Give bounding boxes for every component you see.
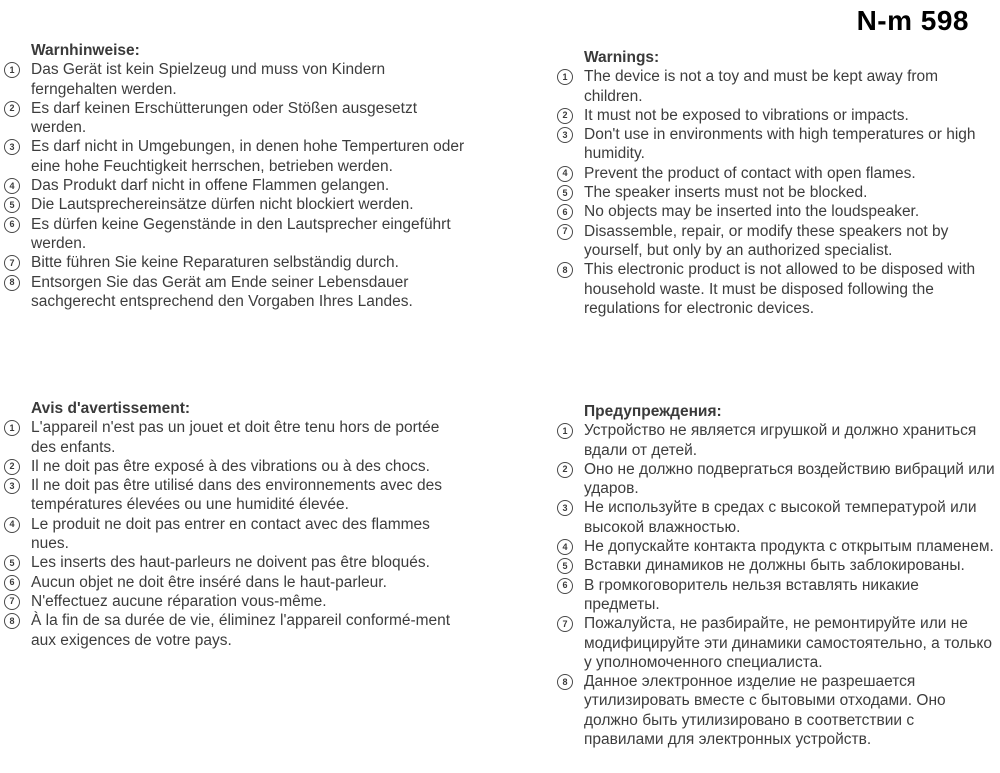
item-number-badge: 1 <box>4 420 20 436</box>
warning-item <box>4 253 470 272</box>
warning-list-german <box>4 60 470 311</box>
warning-item <box>4 273 470 312</box>
section-title-german: Warnhinweise: <box>31 42 140 59</box>
item-number-badge: 1 <box>557 69 573 85</box>
item-number-badge: 3 <box>557 127 573 143</box>
warning-item <box>4 515 460 554</box>
item-text: Les inserts des haut-parleurs ne doivent pas être bloqués. <box>31 554 430 572</box>
warning-item <box>4 611 460 650</box>
item-number-badge: 5 <box>4 555 20 571</box>
item-number-badge: 3 <box>557 500 573 516</box>
warning-item <box>557 164 991 183</box>
warning-item <box>4 418 460 457</box>
item-number-badge: 8 <box>4 275 20 291</box>
item-number-badge: 8 <box>557 674 573 690</box>
item-number-badge: 2 <box>557 462 573 478</box>
warning-section-french <box>4 399 460 650</box>
warning-item <box>4 176 470 195</box>
item-text: This electronic product is not allowed to be disposed with household waste. It must be disposed following the regulations for electronic devices. <box>584 261 976 317</box>
warning-item <box>557 67 991 106</box>
item-text: N'effectuez aucune réparation vous-même. <box>31 592 327 610</box>
item-text: Don't use in environments with high temperatures or high humidity. <box>584 126 976 163</box>
item-number-badge: 7 <box>4 594 20 610</box>
item-number-badge: 6 <box>557 204 573 220</box>
item-text: Устройство не является игрушкой и должно храниться вдали от детей. <box>584 422 977 459</box>
item-number-badge: 4 <box>557 539 573 555</box>
item-text: Das Gerät ist kein Spielzeug und muss von Kindern ferngehalten werden. <box>31 61 386 98</box>
item-text: Le produit ne doit pas entrer en contact avec des flammes nues. <box>31 515 430 553</box>
item-number-badge: 1 <box>4 62 20 78</box>
item-number-badge: 8 <box>4 613 20 629</box>
item-text: Entsorgen Sie das Gerät am Ende seiner Lebensdauer sachgerecht entsprechend den Vorgaben Ihres Landes. <box>31 273 413 310</box>
warning-item <box>557 460 995 499</box>
warning-item <box>4 60 470 99</box>
item-number-badge: 6 <box>4 575 20 591</box>
warning-list-russian <box>557 421 995 749</box>
warning-item <box>4 137 470 176</box>
item-number-badge: 4 <box>557 166 573 182</box>
warning-item <box>4 553 460 572</box>
item-text: À la fin de sa durée de vie, éliminez l'appareil conformé-ment aux exigences de votre pays. <box>31 612 451 649</box>
item-text: Aucun objet ne doit être inséré dans le haut-parleur. <box>31 573 387 591</box>
warning-item <box>557 183 991 202</box>
item-text: Il ne doit pas être exposé à des vibrations ou à des chocs. <box>31 457 430 475</box>
item-number-badge: 1 <box>557 423 573 439</box>
item-number-badge: 8 <box>557 262 573 278</box>
section-title-french: Avis d'avertissement: <box>31 400 191 417</box>
item-text: Не используйте в средах с высокой температурой или высокой влажностью. <box>584 499 977 536</box>
item-number-badge: 2 <box>4 101 20 117</box>
item-number-badge: 7 <box>557 616 573 632</box>
item-number-badge: 6 <box>4 217 20 233</box>
warning-item <box>4 592 460 611</box>
warning-item <box>557 672 995 749</box>
section-title-russian: Предупреждения: <box>584 403 722 420</box>
item-number-badge: 5 <box>4 197 20 213</box>
warning-item <box>557 498 995 537</box>
warning-section-german <box>4 41 470 311</box>
warning-section-english <box>557 48 991 318</box>
item-number-badge: 7 <box>4 255 20 271</box>
item-text: L'appareil n'est pas un jouet et doit être tenu hors de portée des enfants. <box>31 419 440 456</box>
item-text: Prevent the product of contact with open flames. <box>584 164 916 182</box>
item-number-badge: 5 <box>557 558 573 574</box>
item-text: Die Lautsprechereinsätze dürfen nicht blockiert werden. <box>31 196 414 214</box>
item-text: No objects may be inserted into the loudspeaker. <box>584 203 920 221</box>
item-number-badge: 4 <box>4 517 20 533</box>
item-text: It must not be exposed to vibrations or impacts. <box>584 106 909 124</box>
section-title-english: Warnings: <box>584 49 660 66</box>
warning-item <box>4 457 460 476</box>
item-text: Bitte führen Sie keine Reparaturen selbständig durch. <box>31 254 399 272</box>
item-text: В громкоговоритель нельзя вставлять никакие предметы. <box>584 576 919 613</box>
item-number-badge: 2 <box>557 108 573 124</box>
warning-item <box>4 476 460 515</box>
warning-item <box>557 537 995 556</box>
item-number-badge: 6 <box>557 578 573 594</box>
warning-item <box>557 222 991 261</box>
warning-item <box>4 573 460 592</box>
item-text: Es darf nicht in Umgebungen, in denen hohe Temperturen oder eine hohe Feuchtigkeit herrschen, betrieben werden. <box>31 138 465 175</box>
warning-list-english <box>557 67 991 318</box>
item-text: Es darf keinen Erschütterungen oder Stößen ausgesetzt werden. <box>31 99 418 137</box>
item-text: Не допускайте контакта продукта с открытым пламенем. <box>584 538 994 556</box>
warning-item <box>557 202 991 221</box>
model-number: N-m 598 <box>856 5 969 36</box>
warning-list-french <box>4 418 460 650</box>
warning-item <box>4 215 470 254</box>
item-text: Оно не должно подвергаться воздействию вибраций или ударов. <box>584 460 995 498</box>
item-text: Das Produkt darf nicht in offene Flammen gelangen. <box>31 177 390 195</box>
warning-item <box>557 106 991 125</box>
item-text: The speaker inserts must not be blocked. <box>584 184 868 202</box>
item-text: The device is not a toy and must be kept away from children. <box>584 68 939 105</box>
warning-item <box>557 576 995 615</box>
item-number-badge: 3 <box>4 478 20 494</box>
item-text: Данное электронное изделие не разрешается утилизировать вместе с бытовыми отходами. Оно должно быть утилизировано в соответствии с правилами для электронных устройств. <box>584 673 946 749</box>
warning-item <box>4 195 470 214</box>
item-text: Es dürfen keine Gegenstände in den Lautsprecher eingeführt werden. <box>31 215 451 252</box>
warning-item <box>557 260 991 318</box>
warning-item <box>557 614 995 672</box>
item-text: Вставки динамиков не должны быть заблокированы. <box>584 557 965 575</box>
warning-section-russian <box>557 402 995 749</box>
item-number-badge: 4 <box>4 178 20 194</box>
item-number-badge: 2 <box>4 459 20 475</box>
item-number-badge: 5 <box>557 185 573 201</box>
warning-item <box>4 99 470 138</box>
item-text: Il ne doit pas être utilisé dans des environnements avec des températures élevées ou une humidité élevée. <box>31 477 442 514</box>
item-number-badge: 3 <box>4 139 20 155</box>
item-text: Disassemble, repair, or modify these speakers not by yourself, but only by an authorized specialist. <box>584 222 949 259</box>
warning-item <box>557 125 991 164</box>
item-number-badge: 7 <box>557 224 573 240</box>
item-text: Пожалуйста, не разбирайте, не ремонтируйте или не модифицируйте эти динамики самостоятельно, а только у уполномоченного специалиста. <box>584 615 992 671</box>
warning-item <box>557 421 995 460</box>
warning-item <box>557 556 995 575</box>
